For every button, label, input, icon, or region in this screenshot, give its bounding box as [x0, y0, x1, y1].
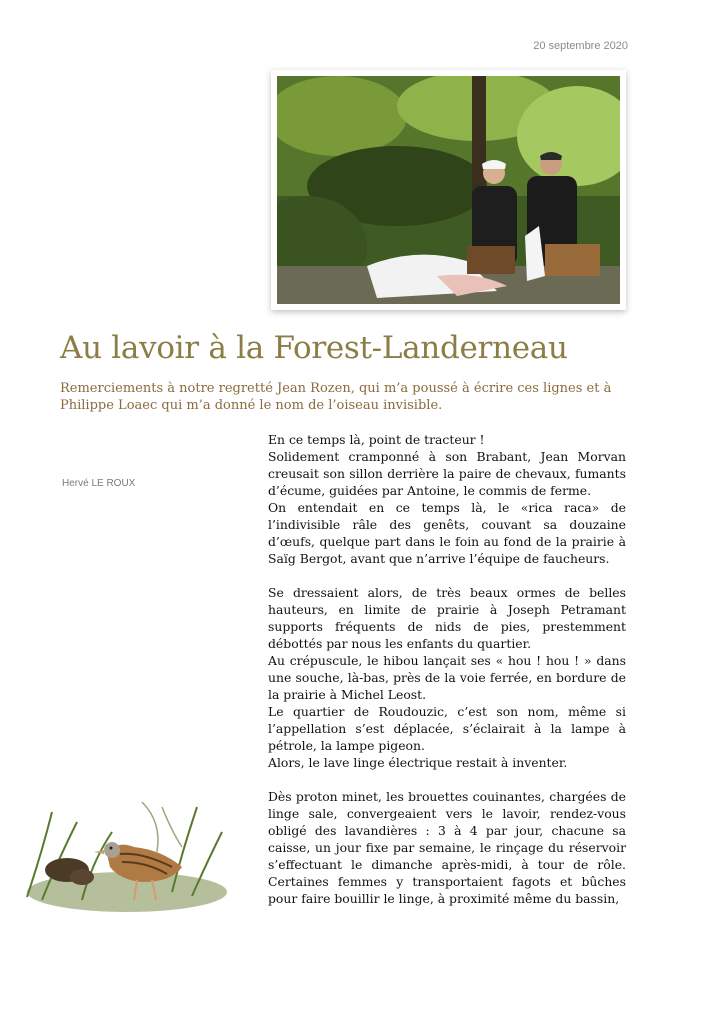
article-subtitle: Remerciements à notre regretté Jean Rozen, qui m’a poussé à écrire ces lignes et à Philippe Loaec qui m’a donné le nom de l’oiseau invisible. — [60, 381, 612, 413]
paragraph: Se dressaient alors, de très beaux ormes de belles hauteurs, en limite de prairie à Joseph Petramant supports fréquents de nids de pies, prestemment débottés par nous les enfants du quartier. — [268, 585, 626, 651]
bird-icon — [22, 792, 232, 914]
author-name: Hervé LE ROUX — [62, 478, 136, 489]
paragraph: Solidement cramponné à son Brabant, Jean Morvan creusait son sillon derrière la paire de chevaux, fumants d’écume, guidées par Antoine, le commis de ferme. — [268, 449, 626, 498]
washerwomen-illustration — [277, 76, 620, 304]
article-body — [268, 431, 626, 907]
page-date: 20 septembre 2020 — [533, 40, 628, 52]
paragraph: On entendait en ce temps là, le «rica raca» de l’indivisible râle des genêts, couvant sa douzaine d’œufs, quelque part dans le foin au fond de la prairie à Saïg Bergot, avant que n’arrive l’équipe de faucheurs. — [268, 500, 626, 566]
paragraph: Alors, le lave linge électrique restait à inventer. — [268, 755, 568, 770]
paragraph: Au crépuscule, le hibou lançait ses « hou ! hou ! » dans une souche, là-bas, près de la voie ferrée, en bordure de la prairie à Michel Leost. — [268, 653, 626, 702]
washerwomen-photo — [271, 70, 626, 310]
corncrake-illustration — [22, 792, 232, 914]
article-title: Au lavoir à la Forest-Landerneau — [60, 330, 568, 366]
paragraph: Le quartier de Roudouzic, c’est son nom, même si l’appellation s’est déplacée, s’éclairait à la lampe à pétrole, la lampe pigeon. — [268, 704, 626, 753]
paragraph: Dès proton minet, les brouettes couinantes, chargées de linge sale, convergeaient vers le lavoir, rendez-vous obligé des lavandières : 3 à 4 par jour, chacune sa caisse, un jour fixe par semaine, le rinçage du réservoir s’effectuant le dimanche après-midi, à tour de rôle. Certaines femmes y transportaient fagots et bûches pour faire bouillir le linge, à proximité même du bassin, — [268, 789, 626, 906]
paragraph: En ce temps là, point de tracteur ! — [268, 432, 485, 447]
